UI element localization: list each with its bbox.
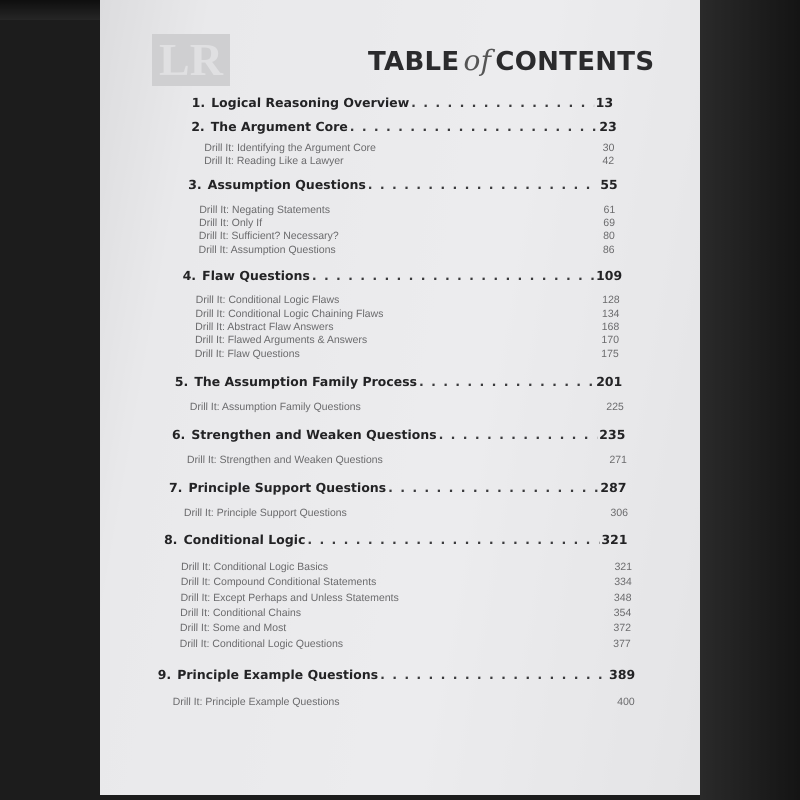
dot-leader — [380, 667, 607, 682]
chapter-page-number: 109 — [595, 268, 623, 283]
chapter-page-number: 389 — [608, 667, 636, 682]
drill-title: Drill It: Conditional Logic Basics — [180, 561, 329, 573]
toc-drill-entry — [199, 204, 615, 216]
drill-page-number: 377 — [613, 638, 631, 650]
title-of: of — [463, 44, 492, 77]
chapter-number: 4. — [182, 268, 197, 283]
drill-title: Drill It: Conditional Logic Flaws — [195, 294, 340, 306]
dot-leader — [419, 374, 594, 389]
drill-title: Drill It: Only If — [198, 217, 263, 229]
toc-drill-entry — [181, 576, 632, 588]
chapter-number: 9. — [157, 667, 172, 682]
book-page — [100, 0, 700, 795]
drill-title: Drill It: Conditional Logic Questions — [179, 638, 344, 650]
toc-chapter-entry — [164, 480, 626, 495]
toc-chapter-entry — [187, 119, 617, 134]
drill-title: Drill It: Some and Most — [179, 622, 287, 634]
drill-page-number: 170 — [601, 334, 620, 346]
drill-page-number: 372 — [613, 622, 632, 634]
dot-leader — [388, 480, 598, 495]
chapter-title: Principle Example Questions — [177, 667, 379, 682]
drill-title: Drill It: Abstract Flaw Answers — [195, 321, 334, 333]
drill-page-number: 354 — [613, 607, 632, 619]
toc-drill-entry — [180, 622, 631, 634]
chapter-number: 6. — [171, 427, 186, 442]
toc-drill-entry — [204, 155, 614, 167]
drill-title: Drill It: Principle Support Questions — [183, 507, 347, 519]
toc-drill-entry — [180, 638, 631, 650]
background-right — [700, 0, 800, 800]
toc-drill-entry — [195, 334, 619, 346]
toc-chapter-entry — [178, 268, 622, 283]
chapter-page-number: 13 — [595, 95, 614, 110]
chapter-page-number: 23 — [599, 119, 617, 134]
toc-drill-entry — [195, 308, 619, 320]
drill-title: Drill It: Sufficient? Necessary? — [198, 230, 339, 242]
section-badge: LR — [152, 34, 230, 86]
dot-leader — [439, 427, 598, 442]
chapter-title: Principle Support Questions — [188, 480, 387, 495]
toc-chapter-entry — [187, 95, 613, 110]
toc-drill-entry — [196, 294, 620, 306]
toc-drill-entry — [195, 348, 619, 360]
chapter-number: 5. — [174, 374, 189, 389]
drill-title: Drill It: Assumption Questions — [198, 244, 336, 256]
title-left: TABLE — [368, 47, 460, 77]
chapter-number: 8. — [163, 532, 178, 547]
drill-page-number: 321 — [614, 561, 633, 573]
dot-leader — [411, 95, 594, 110]
toc-drill-entry — [199, 230, 615, 242]
chapter-number: 7. — [168, 480, 183, 495]
chapter-page-number: 55 — [600, 177, 618, 192]
drill-page-number: 61 — [603, 204, 616, 216]
toc-drill-entry — [204, 142, 614, 154]
chapter-number: 2. — [191, 119, 205, 134]
drill-page-number: 30 — [602, 142, 615, 154]
drill-title: Drill It: Except Perhaps and Unless Statements — [180, 592, 399, 604]
table-of-contents — [100, 0, 700, 795]
drill-page-number: 175 — [601, 348, 619, 360]
drill-page-number: 348 — [613, 592, 632, 604]
chapter-title: The Assumption Family Process — [194, 374, 418, 389]
drill-title: Drill It: Flawed Arguments & Answers — [194, 334, 368, 346]
drill-title: Drill It: Compound Conditional Statements — [180, 576, 377, 588]
chapter-page-number: 321 — [601, 532, 628, 547]
drill-page-number: 306 — [610, 507, 629, 519]
chapter-title: Flaw Questions — [201, 268, 311, 283]
chapter-title: Conditional Logic — [183, 532, 306, 547]
drill-page-number: 334 — [614, 576, 632, 588]
chapter-title: Assumption Questions — [207, 177, 367, 192]
drill-page-number: 271 — [609, 454, 628, 466]
toc-drill-entry — [198, 244, 614, 256]
dot-leader — [368, 177, 599, 192]
drill-page-number: 86 — [602, 244, 615, 256]
drill-title: Drill It: Conditional Chains — [180, 607, 302, 619]
toc-drill-entry — [181, 561, 632, 573]
drill-page-number: 225 — [606, 401, 624, 413]
toc-drill-entry — [180, 592, 631, 604]
drill-title: Drill It: Principle Example Questions — [172, 696, 340, 708]
title-right: CONTENTS — [495, 47, 655, 77]
drill-title: Drill It: Identifying the Argument Core — [204, 142, 377, 154]
toc-chapter-entry — [153, 667, 635, 682]
drill-title: Drill It: Assumption Family Questions — [189, 401, 361, 413]
chapter-page-number: 287 — [600, 480, 627, 495]
toc-drill-entry — [195, 321, 619, 333]
toc-drill-entry — [187, 454, 627, 466]
drill-page-number: 128 — [602, 294, 620, 306]
drill-title: Drill It: Conditional Logic Chaining Flaws — [195, 308, 384, 320]
drill-page-number: 168 — [601, 321, 620, 333]
toc-drill-entry — [184, 507, 628, 519]
drill-title: Drill It: Reading Like a Lawyer — [204, 155, 344, 167]
drill-page-number: 400 — [617, 696, 635, 708]
toc-chapter-entry — [167, 427, 625, 442]
dot-leader — [312, 268, 594, 283]
toc-drill-entry — [173, 696, 635, 708]
drill-title: Drill It: Flaw Questions — [194, 348, 300, 360]
toc-chapter-entry — [170, 374, 622, 389]
chapter-title: The Argument Core — [210, 119, 348, 134]
toc-chapter-entry — [159, 532, 627, 547]
chapter-title: Strengthen and Weaken Questions — [191, 427, 437, 442]
drill-title: Drill It: Negating Statements — [199, 204, 331, 216]
drill-page-number: 134 — [601, 308, 620, 320]
drill-page-number: 42 — [602, 155, 615, 167]
toc-drill-entry — [199, 217, 615, 229]
drill-page-number: 69 — [603, 217, 616, 229]
chapter-page-number: 201 — [596, 374, 623, 389]
drill-title: Drill It: Strengthen and Weaken Questions — [186, 454, 383, 466]
toc-drill-entry — [190, 401, 624, 413]
chapter-number: 1. — [191, 95, 206, 110]
drill-page-number: 80 — [603, 230, 615, 242]
chapter-number: 3. — [188, 177, 202, 192]
toc-chapter-entry — [184, 177, 618, 192]
toc-drill-entry — [180, 607, 631, 619]
dot-leader — [307, 532, 599, 547]
chapter-title: Logical Reasoning Overview — [211, 95, 410, 110]
chapter-page-number: 235 — [599, 427, 626, 442]
dot-leader — [350, 119, 598, 134]
